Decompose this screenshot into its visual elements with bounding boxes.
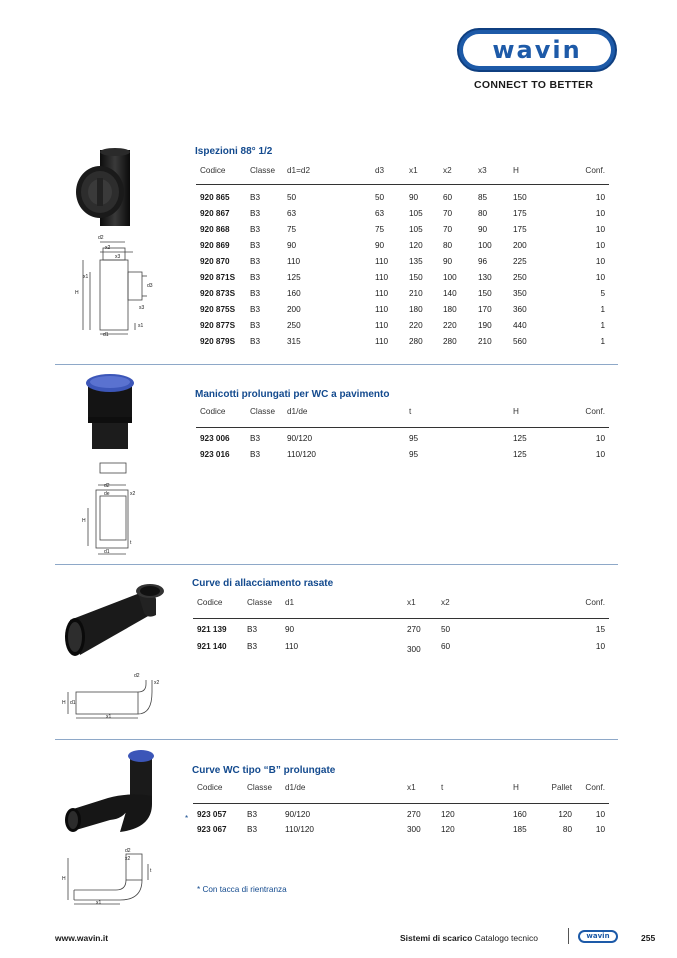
table-cell: B3 (250, 337, 261, 346)
section-title-curve-wc: Curve WC tipo “B” prolungate (192, 765, 336, 776)
table-cell: 200 (287, 305, 301, 314)
col-header: d1 (285, 598, 295, 607)
col-header: H (513, 783, 519, 792)
section-title-manicotti: Manicotti prolungati per WC a pavimento (195, 389, 390, 400)
table-cell: B3 (250, 241, 261, 250)
dim-label: x1 (83, 274, 89, 280)
dim-label: d2 (104, 483, 110, 489)
table-cell: 210 (478, 337, 492, 346)
table-cell: 135 (409, 257, 423, 266)
col-header: Classe (247, 598, 273, 607)
table-cell: 90/120 (285, 810, 311, 819)
table-cell: 180 (409, 305, 423, 314)
dim-label: x2 (125, 856, 131, 862)
product-code: 921 139 (197, 625, 227, 634)
table-cell: B3 (250, 225, 261, 234)
col-header: t (441, 783, 444, 792)
product-code: 923 067 (197, 825, 227, 834)
col-header: d1/de (287, 407, 308, 416)
table-cell: 105 (409, 209, 423, 218)
table-cell: 560 (513, 337, 527, 346)
table-cell: 300 (407, 825, 421, 834)
section-title-ispezioni: Ispezioni 88° 1/2 (195, 146, 273, 157)
table-cell: 140 (443, 289, 457, 298)
product-code: 920 867 (200, 209, 230, 218)
table-cell: 100 (443, 273, 457, 282)
table-cell: 120 (441, 825, 455, 834)
col-header: Conf. (585, 166, 605, 175)
table-cell: 280 (443, 337, 457, 346)
table-cell: B3 (247, 810, 258, 819)
table-cell: 110 (287, 257, 301, 266)
table-cell: 10 (595, 825, 605, 834)
table-cell: 110 (375, 257, 389, 266)
table-cell: 80 (562, 825, 572, 834)
table-cell: 1 (600, 305, 605, 314)
table-cell: 110 (375, 321, 389, 330)
table-cell: 50 (441, 625, 451, 634)
table-cell: B3 (247, 642, 258, 651)
col-header: Codice (200, 407, 226, 416)
table-cell: 190 (478, 321, 492, 330)
table-cell: 125 (513, 434, 527, 443)
flush-bend-drawing (62, 672, 167, 722)
page-number: 255 (641, 933, 656, 943)
table-cell: 105 (409, 225, 423, 234)
table-cell: 63 (375, 209, 385, 218)
col-header: Classe (250, 166, 276, 175)
col-header: H (513, 166, 519, 175)
table-cell: 200 (513, 241, 527, 250)
table-cell: B3 (250, 434, 261, 443)
table-cell: B3 (247, 625, 258, 634)
table-cell: 90 (287, 241, 297, 250)
dim-label: H (62, 700, 66, 706)
dim-label: x1 (106, 714, 112, 720)
table-cell: 50 (375, 193, 385, 202)
table-cell: 225 (513, 257, 527, 266)
dim-label: t (130, 540, 132, 546)
table-cell: 10 (595, 225, 605, 234)
footer-url[interactable]: www.wavin.it (55, 933, 109, 943)
product-code: 921 140 (197, 642, 227, 651)
table-cell: 125 (513, 450, 527, 459)
table-cell: 5 (600, 289, 605, 298)
table-cell: 10 (595, 257, 605, 266)
table-cell: 170 (478, 305, 492, 314)
table-cell: 270 (407, 810, 421, 819)
section-title-curve-rasate: Curve di allacciamento rasate (192, 578, 334, 589)
col-header: Conf. (585, 407, 605, 416)
tagline: CONNECT TO BETTER (474, 79, 594, 91)
col-header: H (513, 407, 519, 416)
table-cell: B3 (250, 450, 261, 459)
table-cell: 110 (285, 642, 299, 651)
table-cell: 280 (409, 337, 423, 346)
table-cell: 315 (287, 337, 301, 346)
table-cell: 60 (443, 193, 453, 202)
table-cell: 96 (478, 257, 488, 266)
col-header: Conf. (585, 783, 605, 792)
dim-label: H (82, 518, 86, 524)
row-marker: * (185, 814, 189, 823)
product-code: 923 016 (200, 450, 230, 459)
table-cell: 120 (409, 241, 423, 250)
table-cell: 50 (287, 193, 297, 202)
wc-bend-drawing (62, 848, 162, 908)
table-cell: 175 (513, 225, 527, 234)
table-cell: 150 (513, 193, 527, 202)
table-cell: 70 (443, 209, 453, 218)
dim-label: s3 (139, 305, 145, 311)
table-cell: 10 (595, 241, 605, 250)
table-cell: B3 (250, 193, 261, 202)
wc-sleeve-photo (78, 373, 140, 453)
dim-label: d1 (103, 332, 109, 338)
logo-text: wavin (492, 36, 582, 64)
wavin-logo (457, 28, 617, 72)
product-code: 920 879S (200, 337, 236, 346)
product-code: 920 871S (200, 273, 236, 282)
col-header: Codice (197, 598, 223, 607)
dim-label: d3 (147, 283, 153, 289)
col-header: x1 (409, 166, 418, 175)
dim-label: x3 (115, 254, 121, 260)
col-header: x1 (407, 598, 416, 607)
table-cell: 150 (478, 289, 492, 298)
col-header: d1/de (285, 783, 306, 792)
table-cell: 440 (513, 321, 527, 330)
col-header: x1 (407, 783, 416, 792)
table-cell: 10 (595, 450, 605, 459)
table-cell: 110 (375, 337, 389, 346)
table-cell: 150 (409, 273, 423, 282)
table-cell: 80 (443, 241, 453, 250)
table-cell: 160 (513, 810, 527, 819)
table-cell: B3 (250, 209, 261, 218)
table-cell: 110 (375, 305, 389, 314)
table-cell: 360 (513, 305, 527, 314)
col-header: t (409, 407, 412, 416)
table-cell: 75 (375, 225, 385, 234)
product-code: 923 006 (200, 434, 230, 443)
table-cell: 90/120 (287, 434, 313, 443)
table-cell: 90 (375, 241, 385, 250)
table-cell: 300 (407, 645, 421, 654)
table-cell: 90 (478, 225, 488, 234)
dim-label: t (150, 868, 152, 874)
table-cell: 110/120 (285, 825, 314, 834)
col-header: Codice (197, 783, 223, 792)
wc-bend-photo (60, 748, 160, 843)
dim-label: d2 (98, 235, 104, 241)
product-code: 920 873S (200, 289, 236, 298)
col-header: d1=d2 (287, 166, 310, 175)
table-cell: B3 (247, 825, 258, 834)
dim-label: x1 (96, 900, 102, 906)
table-cell: 100 (478, 241, 492, 250)
table-cell: 10 (595, 273, 605, 282)
col-header: Classe (250, 407, 276, 416)
col-header: x3 (478, 166, 487, 175)
table-cell: 120 (558, 810, 572, 819)
table-cell: 250 (287, 321, 301, 330)
table-cell: B3 (250, 273, 261, 282)
table-cell: B3 (250, 289, 261, 298)
dim-label: d1 (104, 549, 110, 555)
table-cell: 80 (478, 209, 488, 218)
footer-catalog: Sistemi di scarico Catalogo tecnico (400, 933, 538, 943)
table-cell: 160 (287, 289, 301, 298)
table-cell: 110/120 (287, 450, 316, 459)
table-cell: 60 (441, 642, 451, 651)
dim-label: d2 (125, 848, 131, 854)
table-cell: 110 (375, 273, 389, 282)
table-cell: 130 (478, 273, 492, 282)
table-cell: 95 (409, 434, 419, 443)
table-cell: B3 (250, 257, 261, 266)
col-header: x2 (441, 598, 450, 607)
product-code: 920 877S (200, 321, 236, 330)
table-cell: 1 (600, 337, 605, 346)
product-code: 920 869 (200, 241, 230, 250)
product-code: 920 865 (200, 193, 230, 202)
col-header: Pallet (551, 783, 572, 792)
table-cell: 120 (441, 810, 455, 819)
table-cell: 70 (443, 225, 453, 234)
table-cell: 85 (478, 193, 488, 202)
table-cell: 15 (595, 625, 605, 634)
col-header: d3 (375, 166, 385, 175)
table-cell: 63 (287, 209, 297, 218)
table-cell: 220 (409, 321, 423, 330)
table-cell: 95 (409, 450, 419, 459)
dim-label: H (75, 290, 79, 296)
footnote: * Con tacca di rientranza (197, 885, 287, 894)
dim-label: H (62, 876, 66, 882)
table-cell: B3 (250, 321, 261, 330)
table-cell: 175 (513, 209, 527, 218)
dim-label: d2 (134, 673, 140, 679)
dim-label: x2 (130, 491, 136, 497)
table-cell: 10 (595, 209, 605, 218)
product-code: 920 875S (200, 305, 236, 314)
table-cell: 250 (513, 273, 527, 282)
table-cell: 10 (595, 193, 605, 202)
col-header: x2 (443, 166, 452, 175)
flush-bend-photo (60, 575, 170, 665)
table-cell: 90 (443, 257, 453, 266)
dim-label: de (104, 491, 110, 497)
col-header: Conf. (585, 598, 605, 607)
table-cell: 1 (600, 321, 605, 330)
table-cell: 125 (287, 273, 301, 282)
dim-label: x2 (105, 245, 111, 251)
table-cell: 220 (443, 321, 457, 330)
table-cell: 180 (443, 305, 457, 314)
table-cell: 90 (285, 625, 295, 634)
footer-logo: wavin (578, 930, 618, 943)
table-cell: 10 (595, 810, 605, 819)
inspection-tee-drawing (75, 235, 160, 338)
inspection-tee-photo (70, 148, 155, 230)
product-code: 923 057 (197, 810, 227, 819)
table-cell: 10 (595, 434, 605, 443)
table-cell: 185 (513, 825, 527, 834)
table-cell: 270 (407, 625, 421, 634)
dim-label: d1 (70, 700, 76, 706)
product-code: 920 870 (200, 257, 230, 266)
table-cell: 90 (409, 193, 419, 202)
wc-sleeve-drawing (82, 458, 142, 558)
col-header: Codice (200, 166, 226, 175)
dim-label: x2 (154, 680, 160, 686)
product-code: 920 868 (200, 225, 230, 234)
table-cell: 110 (375, 289, 389, 298)
table-cell: B3 (250, 305, 261, 314)
col-header: Classe (247, 783, 273, 792)
table-cell: 210 (409, 289, 423, 298)
table-cell: 75 (287, 225, 297, 234)
table-cell: 10 (595, 642, 605, 651)
table-cell: 350 (513, 289, 527, 298)
dim-label: s1 (138, 323, 144, 329)
